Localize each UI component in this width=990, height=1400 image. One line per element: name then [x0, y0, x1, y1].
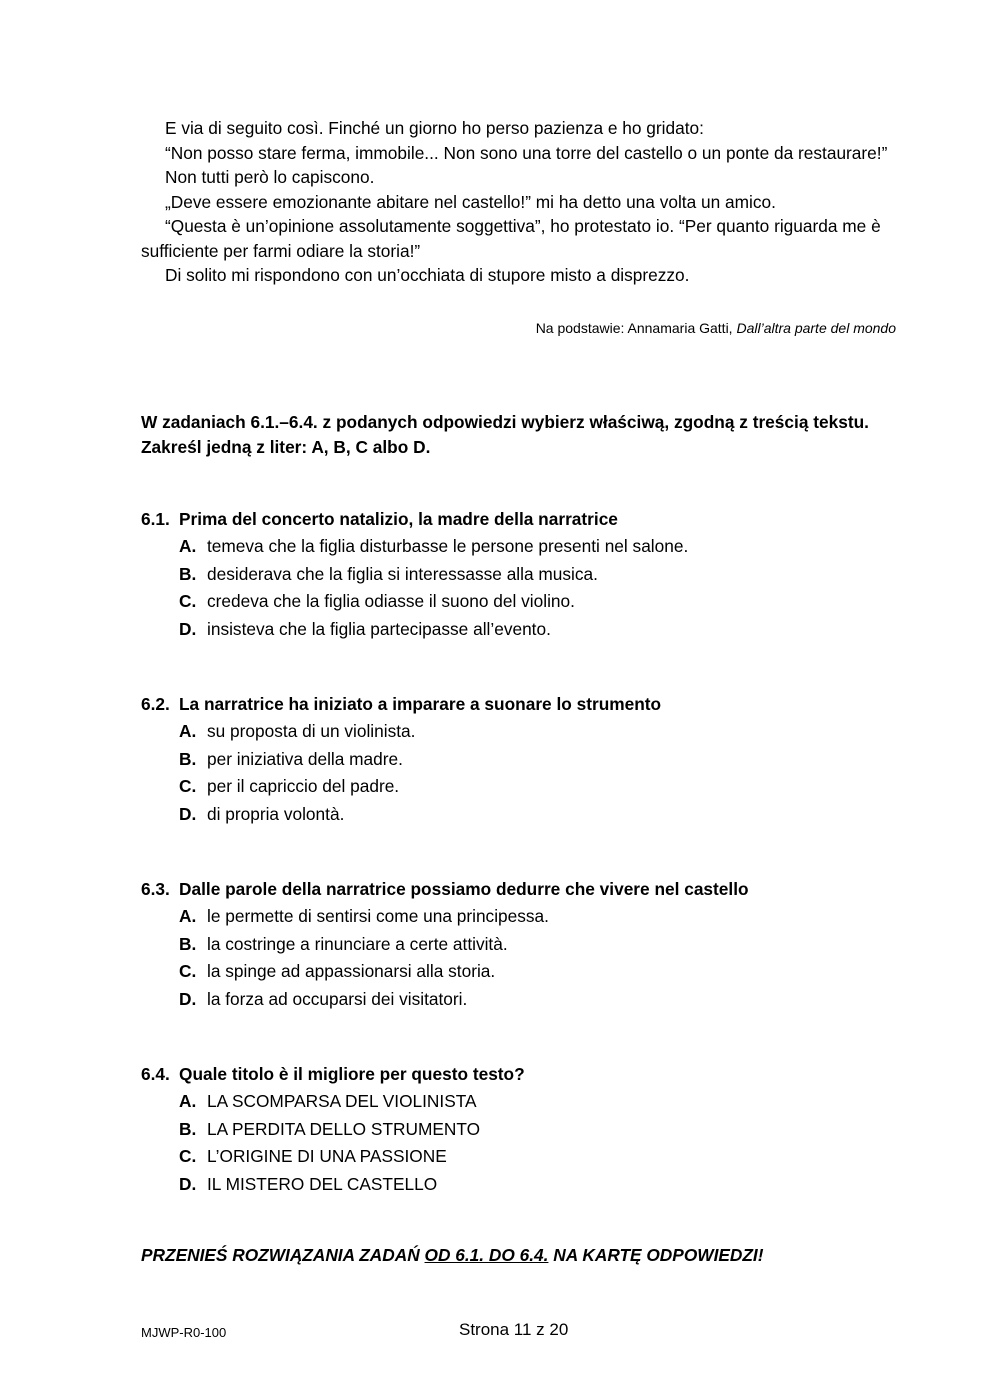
task-6-1 [141, 506, 901, 643]
exam-code: MJWP-R0-100 [141, 1325, 227, 1340]
source-title: Dall’altra parte del mondo [736, 320, 896, 336]
question-text: Quale titolo è il migliore per questo testo? [179, 1064, 525, 1084]
passage-line: Di solito mi rispondono con un’occhiata di stupore misto a disprezzo. [165, 265, 690, 285]
option-text: LA SCOMPARSA DEL VIOLINISTA [207, 1091, 477, 1111]
passage-source [536, 320, 896, 336]
question-text: La narratrice ha iniziato a imparare a suonare lo strumento [179, 694, 662, 714]
task-number: 6.1. [141, 509, 170, 529]
answer-option-d[interactable] [141, 986, 901, 1014]
option-letter: C. [179, 591, 197, 611]
answer-option-b[interactable] [141, 931, 901, 959]
passage-line: „Deve essere emozionante abitare nel castello!” mi ha detto una volta un amico. [165, 191, 776, 212]
option-letter: D. [179, 988, 197, 1009]
task-question [141, 876, 901, 903]
transfer-range: OD 6.1. DO 6.4. [424, 1245, 549, 1265]
option-text: desiderava che la figlia si interessasse alla musica. [207, 563, 598, 584]
option-text: LA PERDITA DELLO STRUMENTO [207, 1118, 481, 1139]
option-text: la costringe a rinunciare a certe attività. [207, 933, 508, 954]
answer-option-a[interactable] [141, 718, 901, 746]
option-text: temeva che la figlia disturbasse le persone presenti nel salone. [207, 536, 689, 556]
option-text: le permette di sentirsi come una principessa. [207, 906, 549, 926]
option-text: la forza ad occuparsi dei visitatori. [207, 988, 468, 1009]
option-letter: A. [179, 536, 197, 556]
task-6-2 [141, 691, 901, 828]
task-instruction: W zadaniach 6.1.–6.4. z podanych odpowiedzi wybierz właściwą, zgodną z treścią tekstu. Zakreśl jedną z liter: A, B, C albo D. [141, 412, 869, 457]
answer-option-b[interactable] [141, 746, 901, 774]
option-letter: A. [179, 1091, 197, 1111]
transfer-notice [141, 1245, 764, 1266]
option-text: credeva che la figlia odiasse il suono del violino. [207, 591, 575, 611]
option-text: insisteva che la figlia partecipasse all’evento. [207, 618, 551, 639]
answer-option-c[interactable] [141, 1143, 901, 1171]
task-question [141, 691, 901, 718]
task-6-3 [141, 876, 901, 1013]
answer-option-b[interactable] [141, 1116, 901, 1144]
answer-option-a[interactable] [141, 1088, 901, 1116]
transfer-text-after: NA KARTĘ ODPOWIEDZI! [548, 1245, 764, 1265]
task-question [141, 1061, 901, 1088]
task-question [141, 506, 901, 533]
option-letter: A. [179, 721, 197, 741]
transfer-text-before: PRZENIEŚ ROZWIĄZANIA ZADAŃ [141, 1245, 425, 1265]
answer-option-a[interactable] [141, 533, 901, 561]
answer-option-c[interactable] [141, 958, 901, 986]
question-text: Prima del concerto natalizio, la madre della narratrice [179, 509, 618, 529]
answer-option-d[interactable] [141, 801, 901, 829]
passage-line: Non tutti però lo capiscono. [165, 167, 375, 187]
option-letter: B. [179, 748, 197, 769]
option-letter: B. [179, 933, 197, 954]
option-text: di propria volontà. [207, 803, 345, 824]
option-letter: B. [179, 563, 197, 584]
task-number: 6.4. [141, 1064, 170, 1084]
option-letter: B. [179, 1118, 197, 1139]
answer-option-a[interactable] [141, 903, 901, 931]
passage-line: E via di seguito così. Finché un giorno ho perso pazienza e ho gridato: [165, 118, 704, 138]
option-letter: C. [179, 1146, 197, 1166]
task-6-4 [141, 1061, 901, 1198]
option-letter: D. [179, 1173, 197, 1194]
page-number: Strona 11 z 20 [459, 1320, 569, 1339]
answer-option-c[interactable] [141, 773, 901, 801]
option-text: la spinge ad appassionarsi alla storia. [207, 961, 496, 981]
passage-line: “Questa è un’opinione assolutamente soggettiva”, ho protestato io. “Per quanto riguarda me è sufficiente per farmi odiare la storia!” [141, 216, 881, 261]
option-letter: C. [179, 776, 197, 796]
passage-text [141, 116, 901, 288]
option-letter: C. [179, 961, 197, 981]
option-text: IL MISTERO DEL CASTELLO [207, 1173, 438, 1194]
answer-option-d[interactable] [141, 1171, 901, 1199]
task-number: 6.3. [141, 879, 170, 899]
option-letter: A. [179, 906, 197, 926]
option-text: per iniziativa della madre. [207, 748, 403, 769]
answer-option-b[interactable] [141, 561, 901, 589]
answer-option-d[interactable] [141, 616, 901, 644]
task-number: 6.2. [141, 694, 170, 714]
option-text: su proposta di un violinista. [207, 721, 416, 741]
option-text: per il capriccio del padre. [207, 776, 400, 796]
option-letter: D. [179, 618, 197, 639]
option-text: L’ORIGINE DI UNA PASSIONE [207, 1146, 447, 1166]
passage-line: “Non posso stare ferma, immobile... Non sono una torre del castello o un ponte da restaurare!” [165, 142, 888, 163]
answer-option-c[interactable] [141, 588, 901, 616]
option-letter: D. [179, 803, 197, 824]
question-text: Dalle parole della narratrice possiamo dedurre che vivere nel castello [179, 879, 749, 899]
source-prefix: Na podstawie: Annamaria Gatti, [535, 320, 737, 336]
